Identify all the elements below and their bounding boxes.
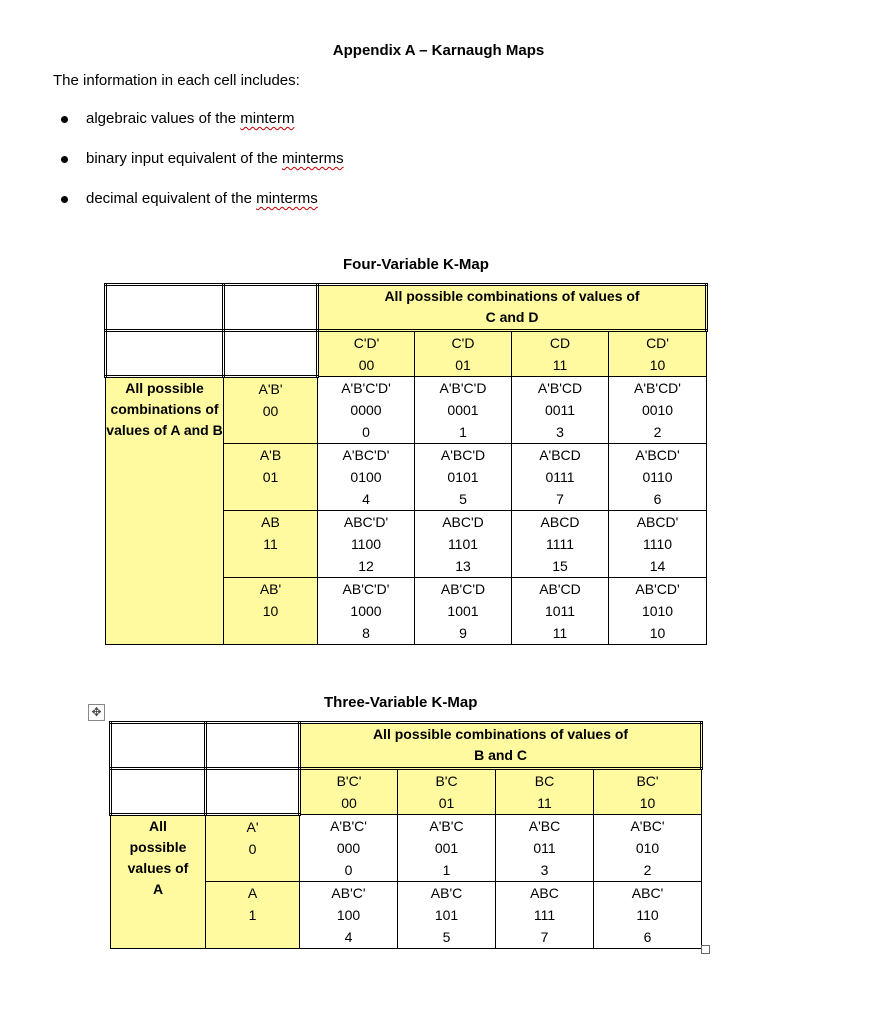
kmap-cell: A'BC'D 0101 5 xyxy=(415,444,512,511)
corner-cell xyxy=(111,723,206,769)
spelling-flag[interactable]: minterms xyxy=(281,150,344,167)
kmap-cell: A'B'C'D 0001 1 xyxy=(415,377,512,444)
three-variable-kmap xyxy=(109,721,703,949)
kmap-cell: A'BC 011 3 xyxy=(496,815,594,882)
kmap-cell: ABC 111 7 xyxy=(496,882,594,949)
row-header: A'B 01 xyxy=(224,444,318,511)
corner-cell xyxy=(206,769,300,815)
intro-text: The information in each cell includes: xyxy=(53,72,300,89)
corner-cell xyxy=(111,769,206,815)
kmap-cell: A'BCD' 0110 6 xyxy=(609,444,707,511)
bullet-dot-icon xyxy=(61,196,68,203)
kmap-cell: AB'C'D 1001 9 xyxy=(415,578,512,645)
kmap-cell: ABCD' 1110 14 xyxy=(609,511,707,578)
row-header: AB 11 xyxy=(224,511,318,578)
bullet-dot-icon xyxy=(61,156,68,163)
spelling-flag[interactable]: minterms xyxy=(256,190,318,207)
kmap-cell: AB'C 101 5 xyxy=(398,882,496,949)
kmap-cell: A'BC'D' 0100 4 xyxy=(318,444,415,511)
row-variables-header: All possible values of A xyxy=(111,815,206,949)
kmap-cell: ABC' 110 6 xyxy=(594,882,702,949)
column-header: BC' 10 xyxy=(594,769,702,815)
four-variable-title: Four-Variable K-Map xyxy=(343,256,489,273)
corner-cell xyxy=(206,723,300,769)
bullet-dot-icon xyxy=(61,116,68,123)
kmap-cell: ABC'D' 1100 12 xyxy=(318,511,415,578)
kmap-cell: A'B'C 001 1 xyxy=(398,815,496,882)
column-header: CD' 10 xyxy=(609,331,707,377)
kmap-cell: ABCD 1111 15 xyxy=(512,511,609,578)
corner-cell xyxy=(224,331,318,377)
kmap-cell: AB'C'D' 1000 8 xyxy=(318,578,415,645)
row-variables-header: All possible combinations of values of A and B xyxy=(106,377,224,645)
kmap-cell: A'B'CD' 0010 2 xyxy=(609,377,707,444)
kmap-cell: A'BCD 0111 7 xyxy=(512,444,609,511)
move-handle-icon[interactable]: ✥ xyxy=(88,704,105,721)
column-header: B'C' 00 xyxy=(300,769,398,815)
column-variables-header: All possible combinations of values of B and C xyxy=(300,723,702,769)
column-header: C'D' 00 xyxy=(318,331,415,377)
row-header: A' 0 xyxy=(206,815,300,882)
row-header: A 1 xyxy=(206,882,300,949)
resize-handle-icon[interactable] xyxy=(701,945,710,954)
kmap-cell: A'BC' 010 2 xyxy=(594,815,702,882)
three-variable-title: Three-Variable K-Map xyxy=(324,694,478,711)
column-header: C'D 01 xyxy=(415,331,512,377)
corner-cell xyxy=(106,285,224,331)
four-variable-kmap xyxy=(104,283,708,645)
kmap-cell: AB'CD 1011 11 xyxy=(512,578,609,645)
kmap-cell: A'B'CD 0011 3 xyxy=(512,377,609,444)
kmap-cell: AB'CD' 1010 10 xyxy=(609,578,707,645)
column-header: BC 11 xyxy=(496,769,594,815)
page-title: Appendix A – Karnaugh Maps xyxy=(332,42,545,59)
column-header: CD 11 xyxy=(512,331,609,377)
column-header: B'C 01 xyxy=(398,769,496,815)
corner-cell xyxy=(224,285,318,331)
kmap-cell: AB'C' 100 4 xyxy=(300,882,398,949)
spelling-flag[interactable]: minterm xyxy=(240,110,295,127)
column-variables-header: All possible combinations of values of C and D xyxy=(318,285,707,331)
kmap-cell: ABC'D 1101 13 xyxy=(415,511,512,578)
row-header: A'B' 00 xyxy=(224,377,318,444)
corner-cell xyxy=(106,331,224,377)
kmap-cell: A'B'C'D' 0000 0 xyxy=(318,377,415,444)
row-header: AB' 10 xyxy=(224,578,318,645)
kmap-cell: A'B'C' 000 0 xyxy=(300,815,398,882)
